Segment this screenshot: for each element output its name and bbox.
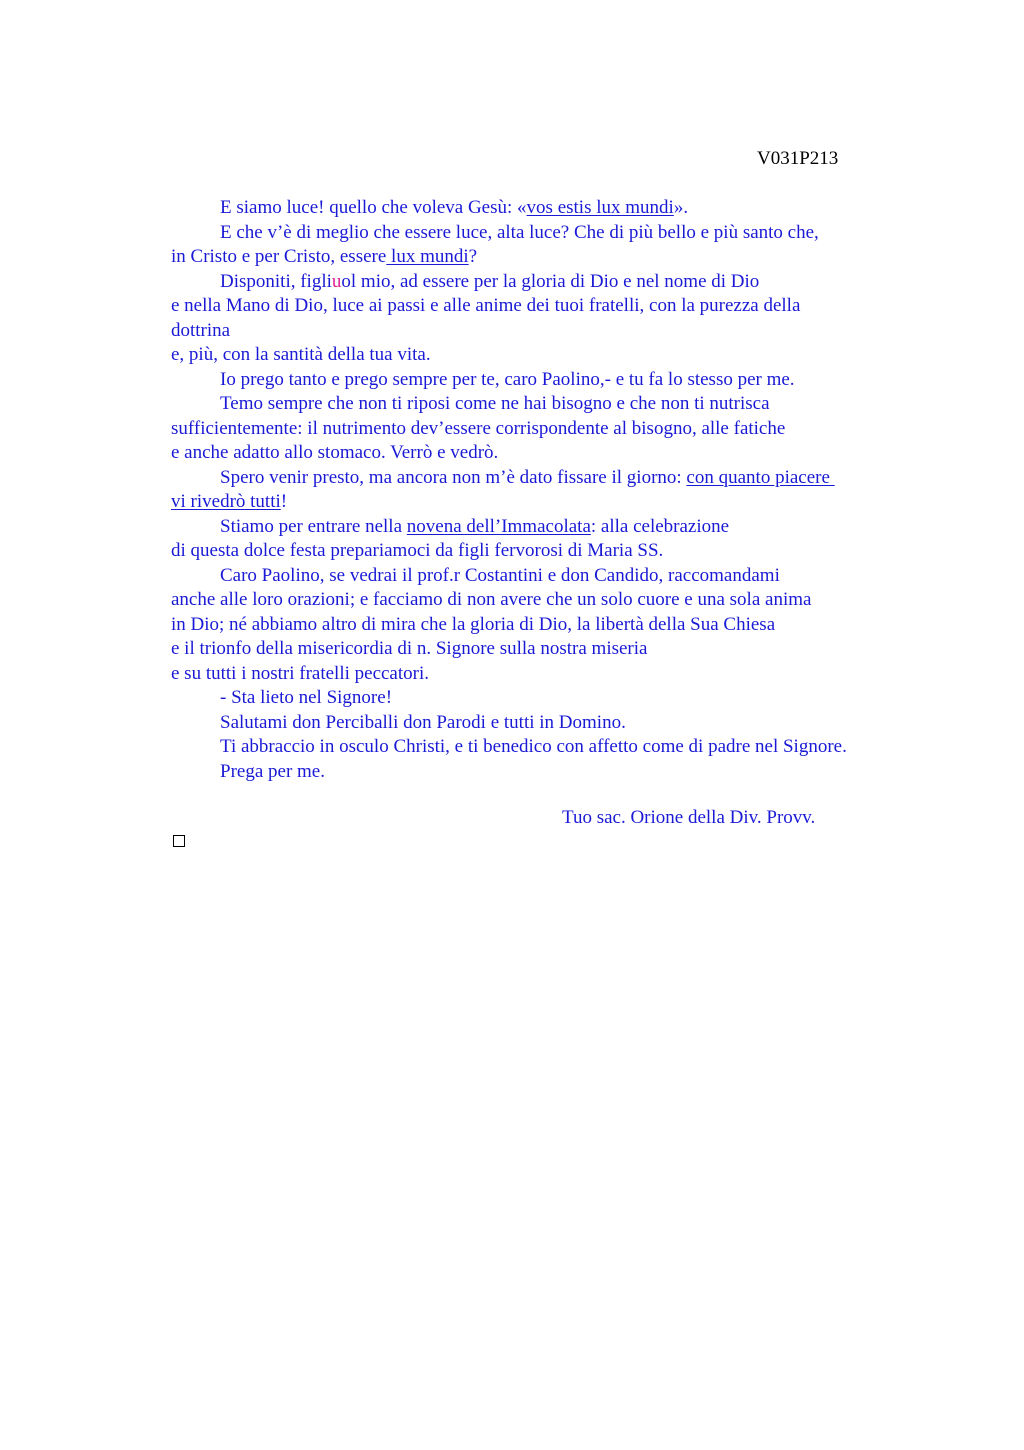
text-segment: e il trionfo della misericordia di n. Signore sulla nostra miseria xyxy=(171,638,648,659)
text-line xyxy=(171,613,911,638)
text-segment: in Cristo e per Cristo, essere xyxy=(171,246,387,267)
text-line xyxy=(171,515,911,540)
text-line xyxy=(171,417,911,442)
text-line xyxy=(171,196,911,221)
text-line xyxy=(171,368,911,393)
text-segment: Io prego tanto e prego sempre per te, caro Paolino,- e tu fa lo stesso per me. xyxy=(220,368,795,390)
text-segment: E che v’è di meglio che essere luce, alta luce? Che di più bello e più santo che, xyxy=(220,221,819,243)
text-line xyxy=(171,662,911,687)
text-line xyxy=(171,319,911,344)
text-segment: Salutami don Perciballi don Parodi e tutti in Domino. xyxy=(220,711,626,733)
text-line xyxy=(171,735,911,760)
text-segment: - Sta lieto nel Signore! xyxy=(220,687,393,708)
highlighted-letter: u xyxy=(331,270,342,292)
text-segment: anche alle loro orazioni; e facciamo di non avere che un solo cuore e una sola anima xyxy=(171,589,812,610)
text-line xyxy=(171,221,911,246)
text-line xyxy=(171,294,911,319)
underlined-text: vos estis lux mundi xyxy=(526,197,674,218)
text-line xyxy=(171,466,911,491)
text-segment: Caro Paolino, se vedrai il prof.r Costantini e don Candido, raccomandami xyxy=(220,564,780,586)
letter-body xyxy=(171,196,911,784)
text-line xyxy=(171,392,911,417)
text-segment: Disponiti, figli xyxy=(220,270,332,292)
text-segment: E siamo luce! quello che voleva Gesù: « xyxy=(220,197,527,218)
text-line xyxy=(171,564,911,589)
text-segment: Prega per me. xyxy=(220,760,325,782)
text-line xyxy=(171,588,911,613)
text-segment: sufficientemente: il nutrimento dev’essere corrispondente al bisogno, alle fatiche xyxy=(171,417,786,439)
text-segment: e, più, con la santità della tua vita. xyxy=(171,344,431,365)
text-segment: Temo sempre che non ti riposi come ne hai bisogno e che non ti nutrisca xyxy=(220,393,770,414)
text-line xyxy=(171,270,911,295)
text-segment: ? xyxy=(468,246,478,267)
underlined-text: vi rivedrò tutti xyxy=(171,491,281,512)
underlined-text: novena dell’Immacolata xyxy=(406,515,591,537)
text-line xyxy=(171,245,911,270)
text-segment: e su tutti i nostri fratelli peccatori. xyxy=(171,662,430,684)
checkbox-square-icon xyxy=(173,835,185,847)
text-line xyxy=(171,490,911,515)
text-segment: in Dio; né abbiamo altro di mira che la gloria di Dio, la libertà della Sua Chiesa xyxy=(171,613,776,635)
text-segment: di questa dolce festa prepariamoci da figli fervorosi di Maria SS. xyxy=(171,540,664,561)
text-segment: dottrina xyxy=(171,319,231,341)
text-segment: Stiamo per entrare nella xyxy=(220,515,407,537)
text-line xyxy=(171,441,911,466)
text-segment: : alla celebrazione xyxy=(590,515,730,537)
text-line xyxy=(171,539,911,564)
text-line xyxy=(171,343,911,368)
text-line xyxy=(171,711,911,736)
text-line xyxy=(171,686,911,711)
text-segment: Ti abbraccio in osculo Christi, e ti benedico con affetto come di padre nel Signore. xyxy=(220,736,847,757)
signature: Tuo sac. Orione della Div. Provv. xyxy=(562,807,816,828)
text-segment: ! xyxy=(280,491,288,512)
text-segment: ol mio, ad essere per la gloria di Dio e nel nome di Dio xyxy=(341,270,760,292)
page-id: V031P213 xyxy=(757,148,839,169)
underlined-text: con quanto piacere xyxy=(686,466,835,488)
text-segment: ». xyxy=(673,197,689,218)
text-line xyxy=(171,637,911,662)
text-line xyxy=(171,760,911,785)
text-segment: e anche adatto allo stomaco. Verrò e vedrò. xyxy=(171,442,499,463)
underlined-text: lux mundi xyxy=(386,246,469,267)
text-segment: e nella Mano di Dio, luce ai passi e alle anime dei tuoi fratelli, con la purezza della xyxy=(171,295,801,316)
text-segment: Spero venir presto, ma ancora non m’è dato fissare il giorno: xyxy=(220,466,687,488)
